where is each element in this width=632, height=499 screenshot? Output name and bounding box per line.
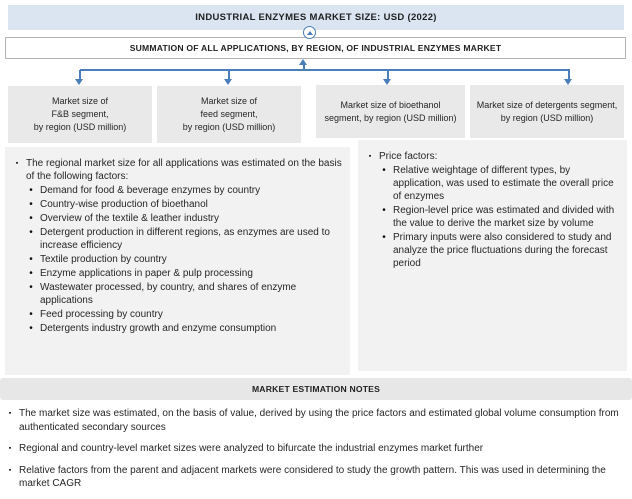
square-bullet-icon: ▪ [8, 466, 12, 474]
segment-box-line: Market size of [200, 96, 258, 106]
note-item-text: Relative factors from the parent and adjacent markets were considered to study the growth pattern. This was used in determining the market CAGR [19, 464, 606, 489]
list-item-text: Country-wise production of bioethanol [40, 199, 208, 210]
segment-box-line: Market size of detergents segment, [476, 99, 618, 110]
dot-bullet-icon: • [29, 227, 33, 238]
list-item [27, 267, 342, 280]
panel-intro [13, 157, 342, 183]
market-estimation-notes-bar [0, 378, 632, 400]
list-item [27, 308, 342, 321]
segment-box-line: by region (USD million) [182, 122, 276, 132]
market-size-banner-label: INDUSTRIAL ENZYMES MARKET SIZE: USD (2022) [195, 12, 437, 23]
segment-box-line: Market size of [51, 96, 109, 106]
dot-bullet-icon: • [29, 254, 33, 265]
notes-bar-label: MARKET ESTIMATION NOTES [251, 384, 381, 394]
note-item [6, 442, 626, 456]
list-item [27, 322, 342, 335]
notes-list [6, 407, 626, 499]
list-item [27, 212, 342, 225]
dot-bullet-icon: • [29, 323, 33, 334]
segment-box-line: by region (USD million) [33, 122, 127, 132]
segment-box-feed [157, 86, 301, 143]
segment-box-line: F&B segment, [51, 109, 109, 119]
connector-line [80, 69, 570, 71]
panel-intro [366, 150, 619, 163]
note-item-text: The market size was estimated, on the basis of value, derived by using the price factors and estimated global volume consumption from authenticated secondary sources [19, 408, 619, 433]
list-item [380, 231, 619, 270]
list-item-text: Region-level price was estimated and divided with the value to derive the market size by volume [393, 205, 615, 229]
dot-bullet-icon: • [29, 282, 33, 293]
square-bullet-icon: ▪ [8, 410, 12, 417]
list-item-text: Relative weightage of different types, by application, was used to estimate the overall price of enzymes [393, 165, 614, 202]
dot-bullet-icon: • [29, 213, 33, 224]
note-item-text: Regional and country-level market sizes were analyzed to bifurcate the industrial enzymes market further [19, 443, 484, 454]
dot-bullet-icon: • [29, 268, 33, 279]
regional-factors-panel [5, 147, 350, 375]
segment-box-detergents [470, 85, 624, 138]
segment-box-line: by region (USD million) [500, 112, 594, 123]
list-item-text: Primary inputs were also considered to study and analyze the price fluctuations during the forecast period [393, 232, 612, 269]
dot-bullet-icon: • [382, 232, 386, 243]
panel-intro-text: The regional market size for all applications was estimated on the basis of the following factors: [26, 158, 342, 182]
price-factors-panel [358, 140, 627, 371]
square-bullet-icon: ▪ [368, 153, 372, 160]
list-item-text: Feed processing by country [40, 309, 163, 320]
segment-box-fnb [8, 86, 152, 143]
market-size-banner [8, 5, 624, 30]
square-bullet-icon: ▪ [15, 160, 19, 167]
list-item [27, 226, 342, 252]
list-item [27, 281, 342, 307]
list-item [380, 204, 619, 230]
note-item [6, 407, 626, 434]
list-item-text: Enzyme applications in paper & pulp processing [40, 268, 253, 279]
dot-bullet-icon: • [29, 185, 33, 196]
note-item [6, 464, 626, 491]
dot-bullet-icon: • [382, 205, 386, 216]
segment-box-line: feed segment, [200, 109, 258, 119]
list-item [380, 164, 619, 203]
list-item-text: Textile production by country [40, 254, 167, 265]
list-item [27, 253, 342, 266]
summation-box [5, 37, 626, 59]
list-item-text: Wastewater processed, by country, and shares of enzyme applications [40, 282, 297, 306]
list-item [27, 184, 342, 197]
list-item-text: Demand for food & beverage enzymes by country [40, 185, 261, 196]
dot-bullet-icon: • [382, 165, 386, 176]
up-triangle-icon [307, 31, 313, 35]
dot-bullet-icon: • [29, 309, 33, 320]
dot-bullet-icon: • [29, 199, 33, 210]
panel-intro-text: Price factors: [379, 151, 438, 162]
square-bullet-icon: ▪ [8, 445, 12, 452]
summation-label: SUMMATION OF ALL APPLICATIONS, BY REGION, OF INDUSTRIAL ENZYMES MARKET [129, 43, 502, 53]
arrow-down-icon [224, 79, 232, 85]
segment-box-line: segment, by region (USD million) [324, 112, 457, 123]
arrow-down-icon [75, 79, 83, 85]
segment-box-bioethanol [316, 85, 465, 138]
list-item-text: Overview of the textile & leather industry [40, 213, 219, 224]
segment-box-line: Market size of bioethanol [340, 99, 441, 110]
list-item-text: Detergents industry growth and enzyme consumption [40, 323, 277, 334]
list-item [27, 198, 342, 211]
circle-up-arrow-icon [303, 26, 316, 39]
list-item-text: Detergent production in different regions, as enzymes are used to increase efficiency [40, 227, 330, 251]
